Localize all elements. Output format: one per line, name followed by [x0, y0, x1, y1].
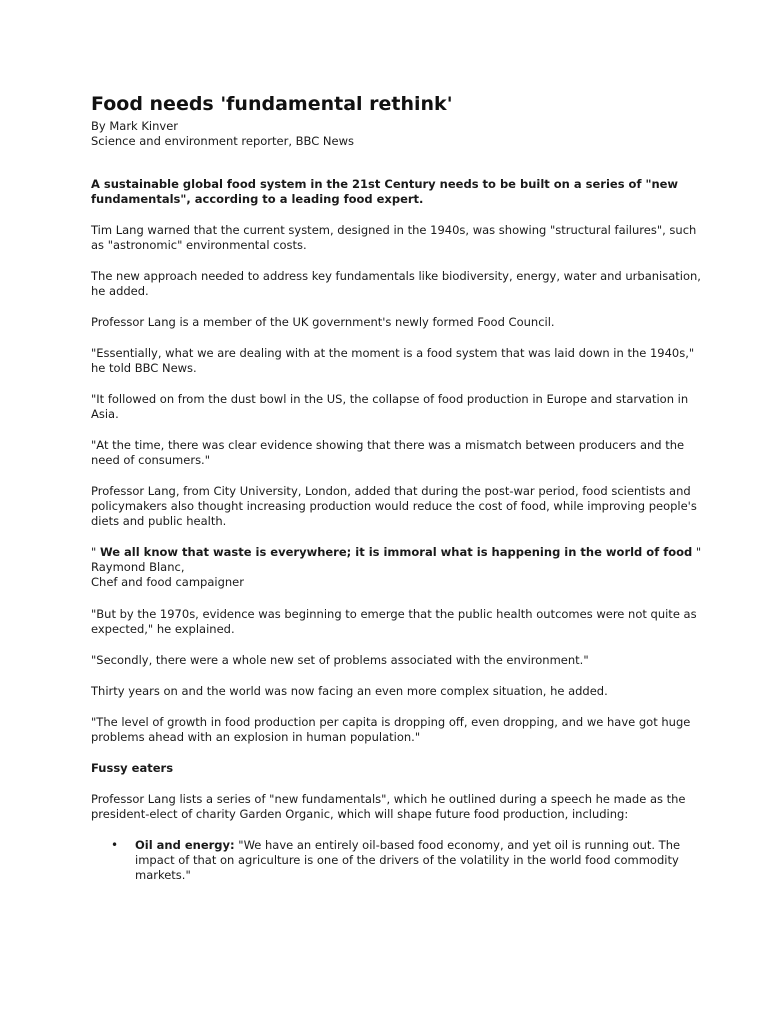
- body-paragraph: Tim Lang warned that the current system, designed in the 1940s, was showing "structural failures", such as "astronomic" environmental costs.: [91, 223, 697, 252]
- section-subheading: Fussy eaters: [91, 761, 174, 775]
- list-item-title: Oil and energy:: [135, 838, 235, 852]
- byline-author: By Mark Kinver: [91, 119, 178, 133]
- body-paragraph: Professor Lang lists a series of "new fundamentals", which he outlined during a speech he made as the president-elect of charity Garden Organic, which will shape future food production, including:: [91, 792, 686, 821]
- body-paragraph: "The level of growth in food production per capita is dropping off, even dropping, and we have got huge problems ahead with an explosion in human population.": [91, 715, 691, 744]
- body-paragraph: Thirty years on and the world was now facing an even more complex situation, he added.: [91, 684, 608, 698]
- body-paragraph: Professor Lang is a member of the UK government's newly formed Food Council.: [91, 315, 555, 329]
- body-paragraph: "Secondly, there were a whole new set of problems associated with the environment.": [91, 653, 589, 667]
- body-paragraph: Professor Lang, from City University, London, added that during the post-war period, food scientists and policymakers also thought increasing production would reduce the cost of food, while improving people's diets and public health.: [91, 484, 697, 528]
- quote-attribution-role: Chef and food campaigner: [91, 575, 244, 589]
- list-item: [111, 838, 708, 883]
- body-paragraph: "Essentially, what we are dealing with at the moment is a food system that was laid down in the 1940s," he told BBC News.: [91, 346, 695, 375]
- list-item-text: "We have an entirely oil-based food economy, and yet oil is running out. The impact of that on agriculture is one of the drivers of the volatility in the world food commodity markets.": [135, 838, 681, 882]
- body-paragraph: The new approach needed to address key fundamentals like biodiversity, energy, water and urbanisation, he added.: [91, 269, 701, 298]
- quote-close-mark: ": [695, 545, 702, 559]
- quote-attribution-name: Raymond Blanc,: [91, 560, 185, 574]
- pull-quote: [91, 545, 708, 590]
- body-paragraph: "But by the 1970s, evidence was beginning to emerge that the public health outcomes were not quite as expected," he explained.: [91, 607, 697, 636]
- article-lead: A sustainable global food system in the 21st Century needs to be built on a series of "new fundamentals", according to a leading food expert.: [91, 177, 679, 206]
- body-paragraph: "It followed on from the dust bowl in the US, the collapse of food production in Europe and starvation in Asia.: [91, 392, 689, 421]
- body-paragraph: "At the time, there was clear evidence showing that there was a mismatch between producers and the need of consumers.": [91, 438, 685, 467]
- article-title: Food needs 'fundamental rethink': [91, 93, 453, 115]
- pull-quote-text: We all know that waste is everywhere; it is immoral what is happening in the world of food: [99, 545, 693, 559]
- quote-open-mark: ": [91, 545, 97, 559]
- pull-quote-text-line: [91, 545, 708, 560]
- byline-role: Science and environment reporter, BBC News: [91, 134, 354, 148]
- fundamentals-list: [91, 838, 708, 883]
- bullet-icon: •: [111, 838, 119, 852]
